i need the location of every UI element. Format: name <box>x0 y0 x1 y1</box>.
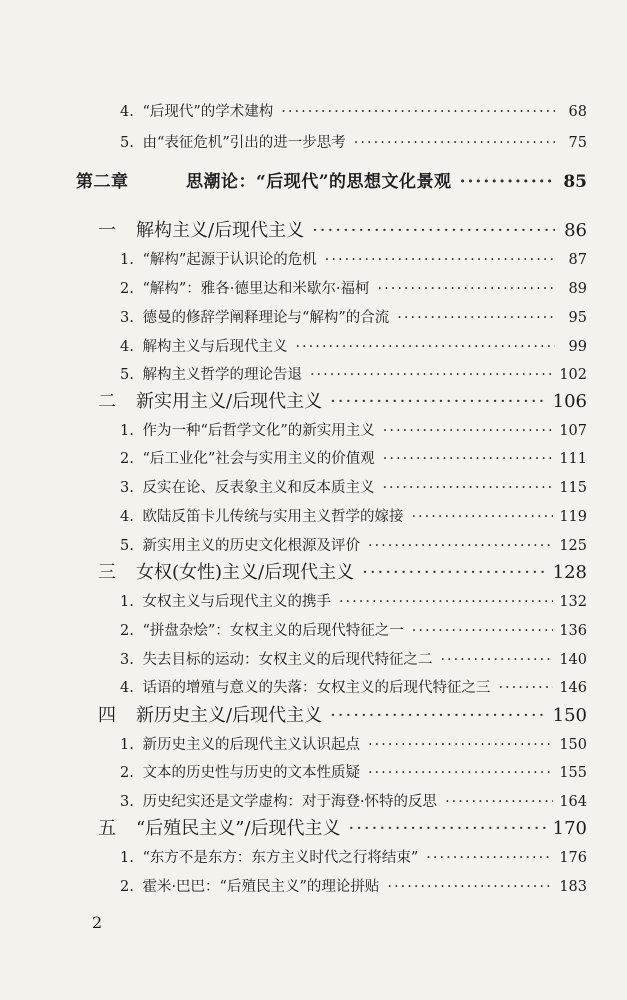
toc-entry-title: 失去目标的运动：女权主义的后现代特征之二 <box>137 652 433 668</box>
toc-entry-number: 4. <box>120 339 134 355</box>
toc-entry-title: “后现代”的学术建构 <box>137 104 274 120</box>
toc-entry-title: 女权(女性)主义/后现代主义 <box>136 562 355 583</box>
leader-dots <box>383 423 554 439</box>
toc-entry-number: 3. <box>120 310 134 326</box>
toc-entry-page: 150 <box>559 737 587 753</box>
toc-entry-sub[interactable] <box>120 335 587 356</box>
toc-entry-sec[interactable] <box>98 216 587 242</box>
toc-entry-label <box>120 790 437 811</box>
toc-entry-title: 反实在论、反表象主义和反本质主义 <box>137 480 375 496</box>
leader-dots <box>330 705 547 726</box>
toc-entry-page: 86 <box>564 220 587 241</box>
toc-entry-sub[interactable] <box>120 619 587 640</box>
toc-entry-number: 三 <box>98 562 116 583</box>
toc-entry-label <box>120 534 360 555</box>
toc-entry-title: 霍米·巴巴：“后殖民主义”的理论拼贴 <box>137 879 380 895</box>
leader-dots <box>312 220 555 241</box>
toc-entry-number: 3. <box>120 652 134 668</box>
toc-entry-title: 话语的增殖与意义的失落：女权主义的后现代特征之三 <box>137 680 491 696</box>
toc-entry-page: 111 <box>559 451 587 467</box>
toc-entry-sub[interactable] <box>120 761 587 782</box>
toc-entry-page: 183 <box>559 879 587 895</box>
toc-entry-sub[interactable] <box>120 733 587 754</box>
toc-entry-number: 3. <box>120 480 134 496</box>
leader-dots <box>362 562 547 583</box>
toc-entry-label <box>120 248 317 269</box>
toc-entry-number: 4. <box>120 680 134 696</box>
toc-entry-title: 新实用主义/后现代主义 <box>136 391 323 412</box>
toc-entry-label <box>120 505 403 526</box>
toc-entry-page: 115 <box>559 480 587 496</box>
toc-entry-sub[interactable] <box>120 875 587 896</box>
toc-entry-title: “后工业化”社会与实用主义的价值观 <box>137 451 375 467</box>
leader-dots <box>295 339 555 355</box>
toc-entry-title: “拼盘杂烩”：女权主义的后现代特征之一 <box>137 623 404 639</box>
toc-entry-number: 第二章 <box>76 172 129 192</box>
leader-dots <box>281 104 555 120</box>
toc-entry-title: “解构”起源于认识论的危机 <box>137 252 317 268</box>
toc-entry-label <box>120 590 331 611</box>
toc-entry-number: 2. <box>120 879 134 895</box>
toc-entry-title: 思潮论：“后现代”的思想文化景观 <box>186 172 452 192</box>
toc-entry-label <box>120 363 302 384</box>
toc-entry-number: 一 <box>98 220 116 241</box>
leader-dots <box>330 391 547 412</box>
toc-entry-label <box>120 277 370 298</box>
toc-entry-sub[interactable] <box>120 100 587 121</box>
toc-entry-page: 99 <box>568 339 587 355</box>
toc-entry-label <box>120 733 360 754</box>
toc-entry-label <box>98 558 354 584</box>
toc-entry-title: 解构主义哲学的理论告退 <box>137 367 302 383</box>
leader-dots <box>368 765 553 781</box>
toc-entry-label <box>120 100 273 121</box>
toc-entry-sub[interactable] <box>120 790 587 811</box>
toc-entry-chap[interactable] <box>76 167 587 192</box>
toc-entry-page: 107 <box>559 423 587 439</box>
toc-entry-number: 2. <box>120 451 134 467</box>
toc-entry-number: 5. <box>120 135 134 151</box>
toc-entry-page: 102 <box>559 367 587 383</box>
toc-entry-label <box>120 131 346 152</box>
toc-entry-number: 5. <box>120 367 134 383</box>
toc-entry-page: 106 <box>552 391 587 412</box>
leader-dots <box>383 451 554 467</box>
toc-entry-sub[interactable] <box>120 277 587 298</box>
toc-entry-sec[interactable] <box>98 814 587 840</box>
toc-entry-label <box>120 619 404 640</box>
toc-entry-number: 1. <box>120 423 134 439</box>
toc-entry-label <box>120 761 360 782</box>
toc-entry-page: 132 <box>559 594 587 610</box>
toc-entry-number: 3. <box>120 794 134 810</box>
toc-entry-title: 新历史主义/后现代主义 <box>136 705 323 726</box>
toc-entry-sub[interactable] <box>120 447 587 468</box>
page-number: 2 <box>92 913 103 932</box>
toc-entry-label <box>120 335 287 356</box>
toc-entry-title: 由“表征危机”引出的进一步思考 <box>137 135 346 151</box>
toc-entry-number: 1. <box>120 594 134 610</box>
toc-entry-page: 87 <box>568 252 587 268</box>
toc-entry-sub[interactable] <box>120 676 587 697</box>
toc-entry-title: “后殖民主义”/后现代主义 <box>136 818 341 839</box>
toc-entry-number: 二 <box>98 391 116 412</box>
toc-entry-label <box>120 306 389 327</box>
toc-entry-title: 作为一种“后哲学文化”的新实用主义 <box>137 423 375 439</box>
leader-dots <box>397 310 555 326</box>
toc-entry-number: 2. <box>120 281 134 297</box>
toc-entry-sub[interactable] <box>120 846 587 867</box>
toc-entry-page: 125 <box>559 538 587 554</box>
toc-entry-page: 95 <box>568 310 587 326</box>
toc-entry-sec[interactable] <box>98 701 587 727</box>
toc-entry-page: 68 <box>568 104 587 120</box>
toc-entry-label <box>120 447 375 468</box>
toc-entry-title: “东方不是东方：东方主义时代之行将结束” <box>137 850 419 866</box>
toc-entry-sub[interactable] <box>120 505 587 526</box>
toc-entry-title: 文本的历史性与历史的文本性质疑 <box>137 765 360 781</box>
toc-entry-label <box>98 814 340 840</box>
toc-entry-number: 五 <box>98 818 116 839</box>
toc-entry-sub[interactable] <box>120 534 587 555</box>
leader-dots <box>310 367 553 383</box>
leader-dots <box>382 480 553 496</box>
toc-entry-page: 75 <box>568 135 587 151</box>
leader-dots <box>426 850 553 866</box>
toc-entry-number: 5. <box>120 538 134 554</box>
toc-entry-title: 解构主义与后现代主义 <box>137 339 288 355</box>
leader-dots <box>412 623 554 639</box>
leader-dots <box>368 538 553 554</box>
toc-entry-sub[interactable] <box>120 131 587 152</box>
toc-entry-label <box>120 419 375 440</box>
toc-entry-label <box>98 216 304 242</box>
toc-entry-label <box>120 875 379 896</box>
leader-dots <box>411 509 553 525</box>
toc-entry-number: 2. <box>120 765 134 781</box>
toc-entry-label <box>98 701 322 727</box>
toc-entry-label <box>120 648 432 669</box>
toc-entry-title: 德曼的修辞学阐释理论与“解构”的合流 <box>137 310 390 326</box>
toc-entry-page: 128 <box>552 562 587 583</box>
leader-dots <box>368 737 553 753</box>
toc-entry-page: 119 <box>559 509 587 525</box>
leader-dots <box>325 252 555 268</box>
toc-entry-sec[interactable] <box>98 558 587 584</box>
toc-entry-sub[interactable] <box>120 248 587 269</box>
toc-entry-title: 新历史主义的后现代主义认识起点 <box>137 737 360 753</box>
toc-entry-sub[interactable] <box>120 590 587 611</box>
leader-dots <box>348 818 546 839</box>
toc-entry-number: 4. <box>120 104 134 120</box>
toc-entry-number: 4. <box>120 509 134 525</box>
toc-entry-label <box>120 476 374 497</box>
leader-dots <box>498 680 553 696</box>
toc-entry-label <box>98 387 322 413</box>
toc-entry-number: 四 <box>98 705 116 726</box>
leader-dots <box>440 652 553 668</box>
toc-entry-title: 女权主义与后现代主义的携手 <box>137 594 331 610</box>
toc-entry-title: 解构主义/后现代主义 <box>136 220 305 241</box>
toc-entry-label <box>120 846 418 867</box>
toc-entry-page: 176 <box>559 850 587 866</box>
toc-entry-page: 85 <box>563 172 587 192</box>
toc-entry-label <box>120 676 490 697</box>
leader-dots <box>339 594 553 610</box>
toc-entry-sub[interactable] <box>120 648 587 669</box>
toc-entry-number: 1. <box>120 737 134 753</box>
toc-entry-sub[interactable] <box>120 476 587 497</box>
toc-entry-number: 1. <box>120 252 134 268</box>
toc-entry-number: 2. <box>120 623 134 639</box>
leader-dots <box>460 172 555 192</box>
toc-entry-page: 150 <box>552 705 587 726</box>
toc-entry-page: 164 <box>559 794 587 810</box>
toc-entry-title: 历史纪实还是文学虚构：对于海登·怀特的反思 <box>137 794 438 810</box>
toc-entry-sub[interactable] <box>120 306 587 327</box>
toc-entry-sub[interactable] <box>120 419 587 440</box>
toc-entry-page: 170 <box>552 818 587 839</box>
toc-entry-page: 136 <box>559 623 587 639</box>
toc-entry-page: 89 <box>568 281 587 297</box>
toc-entry-number: 1. <box>120 850 134 866</box>
toc-entry-title: “解构”：雅各·德里达和米歇尔·福柯 <box>137 281 370 297</box>
toc-entry-title: 欧陆反笛卡儿传统与实用主义哲学的嫁接 <box>137 509 404 525</box>
leader-dots <box>387 879 553 895</box>
toc-entry-page: 146 <box>559 680 587 696</box>
toc-entry-sub[interactable] <box>120 363 587 384</box>
toc-entry-label <box>76 167 452 192</box>
toc-entry-sec[interactable] <box>98 387 587 413</box>
toc-entry-page: 155 <box>559 765 587 781</box>
toc-entry-page: 140 <box>559 652 587 668</box>
leader-dots <box>354 135 555 151</box>
leader-dots <box>445 794 553 810</box>
leader-dots <box>378 281 556 297</box>
toc-entry-title: 新实用主义的历史文化根源及评价 <box>137 538 360 554</box>
